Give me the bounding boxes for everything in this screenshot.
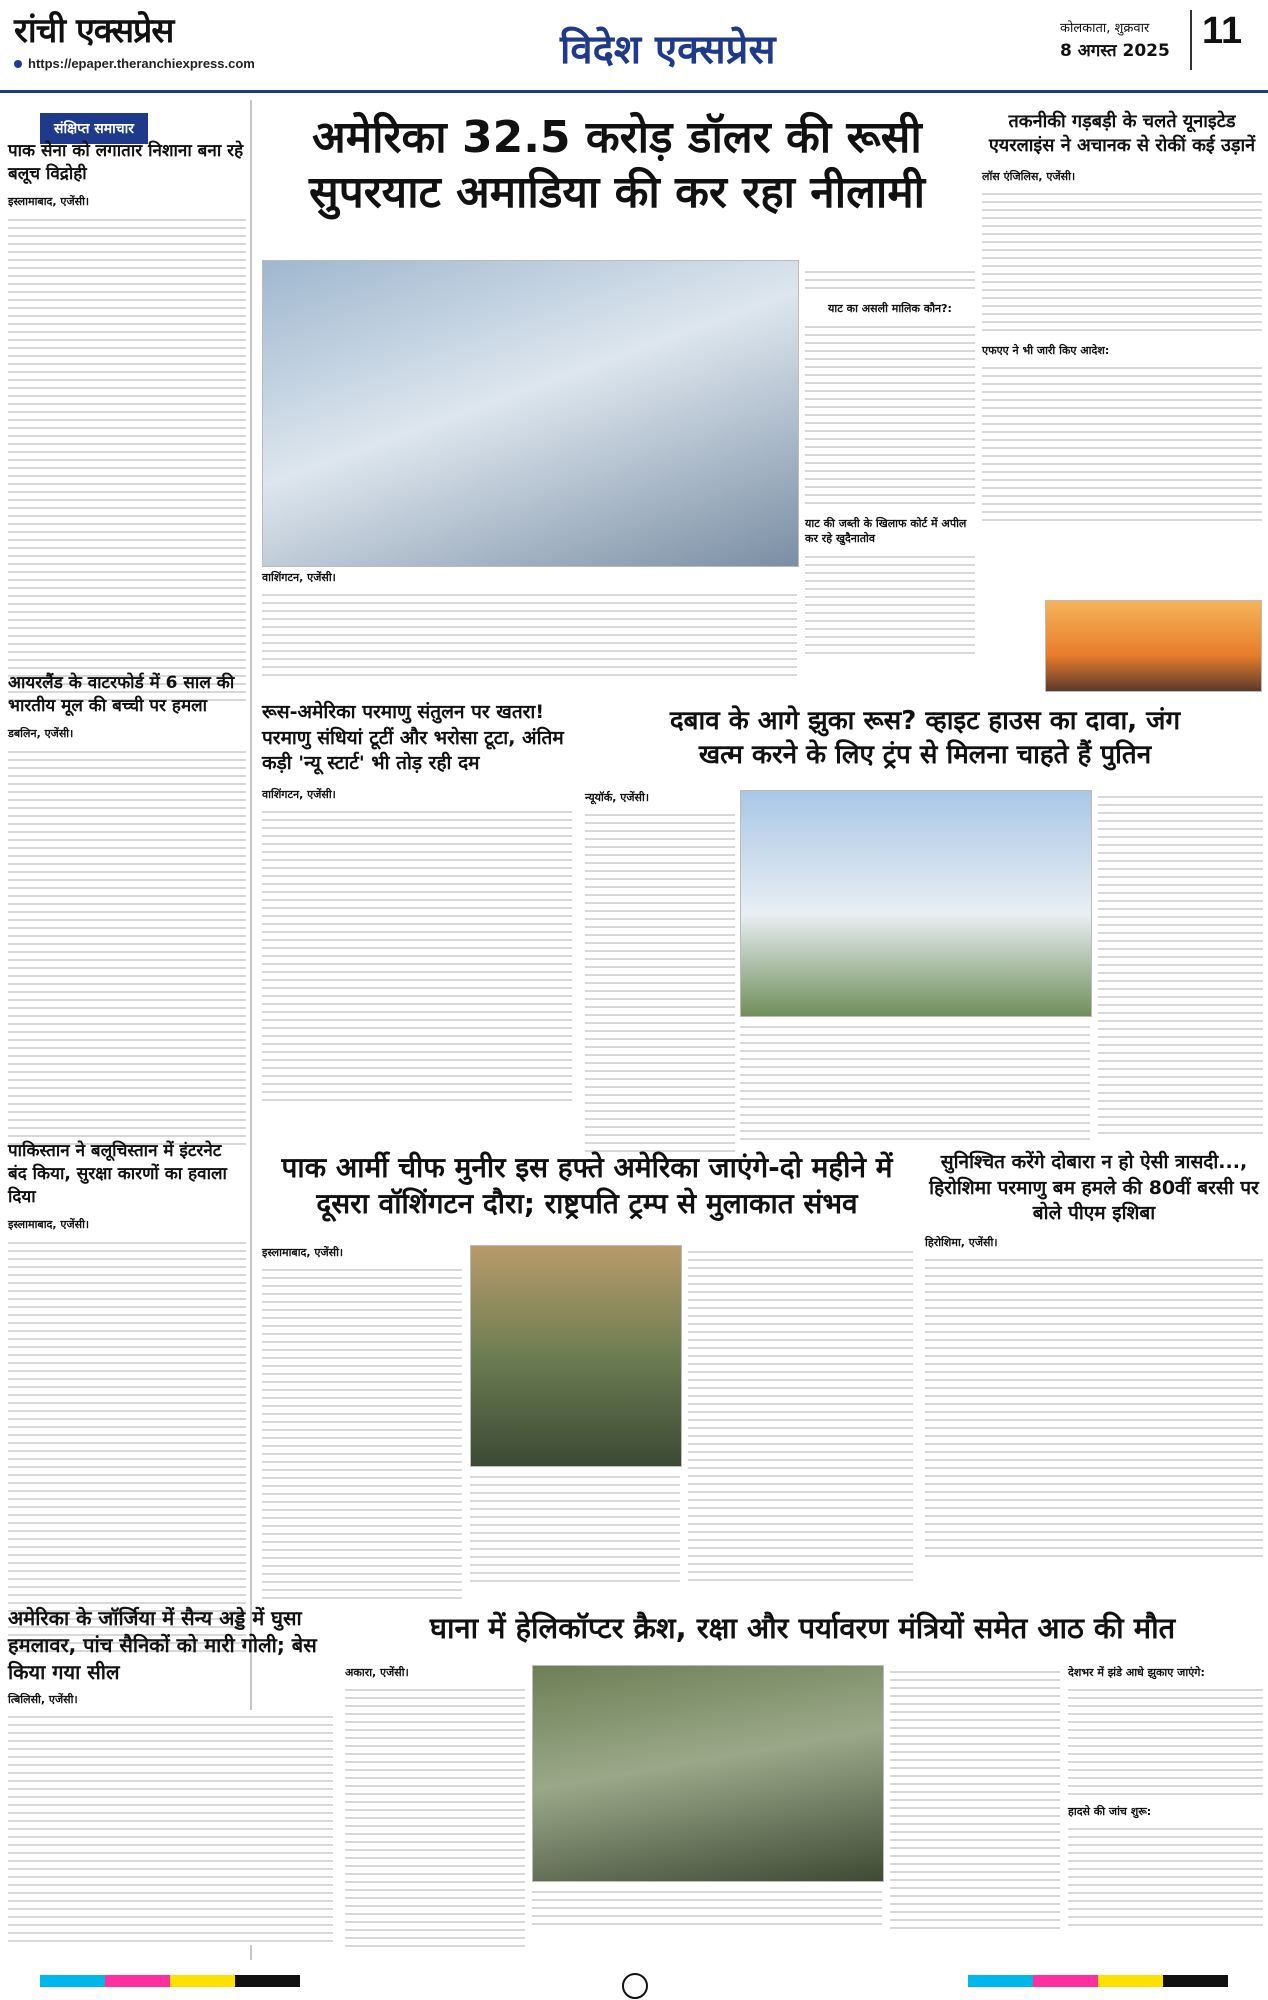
article-body — [262, 588, 797, 678]
lead-subhead-court: याट की जब्ती के खिलाफ कोर्ट में अपील कर रहे खुदैनातोव — [805, 517, 967, 545]
lead-headline — [262, 110, 972, 220]
article-body — [805, 550, 975, 660]
putin-body-left — [585, 790, 735, 1158]
article-body — [982, 361, 1262, 521]
url-text: https://epaper.theranchiexpress.com — [28, 56, 255, 71]
munir-body-right — [688, 1245, 913, 1585]
ghana-caption — [532, 1885, 882, 1930]
white-house-photo — [740, 790, 1092, 1017]
putin-dateline: न्यूयॉर्क, एजेंसी। — [585, 791, 650, 804]
ghana-headline-wrap — [345, 1610, 1260, 1648]
putin-body-right — [1098, 790, 1263, 1140]
ghana-body-mid — [890, 1665, 1060, 1930]
putin-headline — [585, 705, 1265, 773]
ghana-body-right — [1068, 1665, 1263, 1932]
article-body — [1068, 1822, 1263, 1932]
brief-item-1 — [8, 140, 246, 703]
georgia-story — [8, 1605, 333, 1945]
color-registration-left — [40, 1975, 300, 1987]
superyacht-photo — [262, 260, 799, 567]
brief-headline: पाकिस्तान ने बलूचिस्तान में इंटरनेट बंद किया, सुरक्षा कारणों का हवाला दिया — [8, 1141, 227, 1207]
article-body — [805, 320, 975, 510]
article-body — [8, 213, 246, 703]
munir-photo — [470, 1245, 682, 1467]
registration-mark-icon — [622, 1973, 648, 1999]
globe-icon — [14, 60, 22, 68]
ghana-headline: घाना में हेलिकॉप्टर क्रैश, रक्षा और पर्यावरण मंत्रियों समेत आठ की मौत — [429, 1611, 1176, 1645]
article-body — [345, 1683, 525, 1948]
united-subhead: एफएए ने भी जारी किए आदेश: — [982, 343, 1110, 357]
nuclear-dateline: वाशिंगटन, एजेंसी। — [262, 787, 336, 801]
georgia-headline: अमेरिका के जॉर्जिया में सैन्य अड्डे में घुसा हमलावर, पांच सैनिकों को मारी गोली; बेस किया गया सील — [8, 1606, 317, 1684]
article-body — [262, 1263, 462, 1603]
hiroshima-dateline: हिरोशिमा, एजेंसी। — [925, 1235, 998, 1249]
airplane-photo — [1045, 600, 1262, 692]
munir-body-left — [262, 1245, 462, 1603]
munir-headline-line-1: पाक आर्मी चीफ मुनीर इस हफ्ते अमेरिका जाएंगे-दो महीने में — [281, 1151, 893, 1184]
lead-continued — [805, 265, 975, 660]
epaper-url[interactable] — [14, 56, 255, 71]
nuclear-headline: रूस-अमेरिका परमाणु संतुलन पर खतरा! परमाणु संधियां टूटीं और भरोसा टूटा, अंतिम कड़ी 'न्यू स्टार्ट' भी तोड़ रही दम — [262, 701, 564, 775]
article-body — [8, 745, 246, 1145]
munir-headline — [262, 1150, 912, 1223]
brief-item-3 — [8, 1140, 246, 1656]
united-dateline: लॉस एंजिलिस, एजेंसी। — [982, 169, 1076, 183]
nuclear-story — [262, 700, 572, 1105]
hiroshima-story — [925, 1150, 1263, 1563]
ghana-subhead-probe: हादसे की जांच शुरू: — [1068, 1805, 1152, 1818]
article-body — [585, 808, 735, 1158]
brief-tag: संक्षिप्त समाचार — [40, 113, 148, 144]
putin-body-mid — [740, 1020, 1090, 1140]
lead-dateline: वाशिंगटन, एजेंसी। — [262, 571, 336, 584]
united-story — [982, 110, 1262, 521]
brief-item-2 — [8, 672, 246, 1145]
city-day: कोलकाता, शुक्रवार — [1060, 21, 1150, 36]
munir-dateline: इस्लामाबाद, एजेंसी। — [262, 1246, 344, 1259]
masthead — [0, 0, 1268, 93]
lead-body — [262, 570, 797, 678]
ghana-body-left — [345, 1665, 525, 1948]
brand-logo: रांची एक्सप्रेस — [14, 11, 174, 51]
hiroshima-headline: सुनिश्चित करेंगे दोबारा न हो ऐसी त्रासदी..., हिरोशिमा परमाणु बम हमले की 80वीं बरसी पर बोले पीएम इशिबा — [929, 1151, 1259, 1225]
article-body — [262, 805, 572, 1105]
issue-date: 8 अगस्त 2025 — [1060, 41, 1170, 61]
brief-headline: पाक सेना को लगातार निशाना बना रहे बलूच विद्रोही — [8, 141, 244, 184]
article-body — [925, 1253, 1263, 1563]
lead-headline-line-1: अमेरिका 32.5 करोड़ डॉलर की रूसी — [312, 112, 922, 163]
lead-subhead-owner: याट का असली मालिक कौन?: — [828, 302, 952, 315]
article-body — [8, 1236, 246, 1656]
ghana-subhead-flags: देशभर में झंडे आधे झुकाए जाएंगे: — [1068, 1666, 1205, 1679]
ghana-dateline: अकारा, एजेंसी। — [345, 1666, 409, 1679]
brief-dateline: इस्लामाबाद, एजेंसी। — [8, 1217, 90, 1231]
putin-headline-line-2: खत्म करने के लिए ट्रंप से मिलना चाहते हैं पुतिन — [698, 739, 1152, 770]
munir-body-mid — [470, 1470, 680, 1585]
section-title: विदेश एक्सप्रेस — [560, 26, 776, 73]
brief-dateline: इस्लामाबाद, एजेंसी। — [8, 194, 90, 208]
munir-headline-line-2: दूसरा वॉशिंगटन दौरा; राष्ट्रपति ट्रम्प से मुलाकात संभव — [316, 1187, 858, 1221]
article-body — [805, 265, 975, 295]
putin-headline-line-1: दबाव के आगे झुका रूस? व्हाइट हाउस का दावा, जंग — [669, 706, 1181, 736]
georgia-dateline: त्बिलिसी, एजेंसी। — [8, 1693, 78, 1706]
article-body — [1068, 1683, 1263, 1798]
lead-headline-line-2: सुपरयाट अमाडिया की कर रहा नीलामी — [308, 167, 926, 218]
page-number: 11 — [1190, 10, 1262, 70]
brief-headline: आयरलैंड के वाटरफोर्ड में 6 साल की भारतीय मूल की बच्ची पर हमला — [8, 673, 235, 716]
article-body — [982, 187, 1262, 337]
helicopter-crash-photo — [532, 1665, 884, 1882]
color-registration-right — [968, 1975, 1228, 1987]
united-headline: तकनीकी गड़बड़ी के चलते यूनाइटेड एयरलाइंस ने अचानक से रोकीं कई उड़ानें — [988, 111, 1256, 157]
article-body — [8, 1710, 333, 1945]
brief-dateline: डबलिन, एजेंसी। — [8, 726, 74, 740]
